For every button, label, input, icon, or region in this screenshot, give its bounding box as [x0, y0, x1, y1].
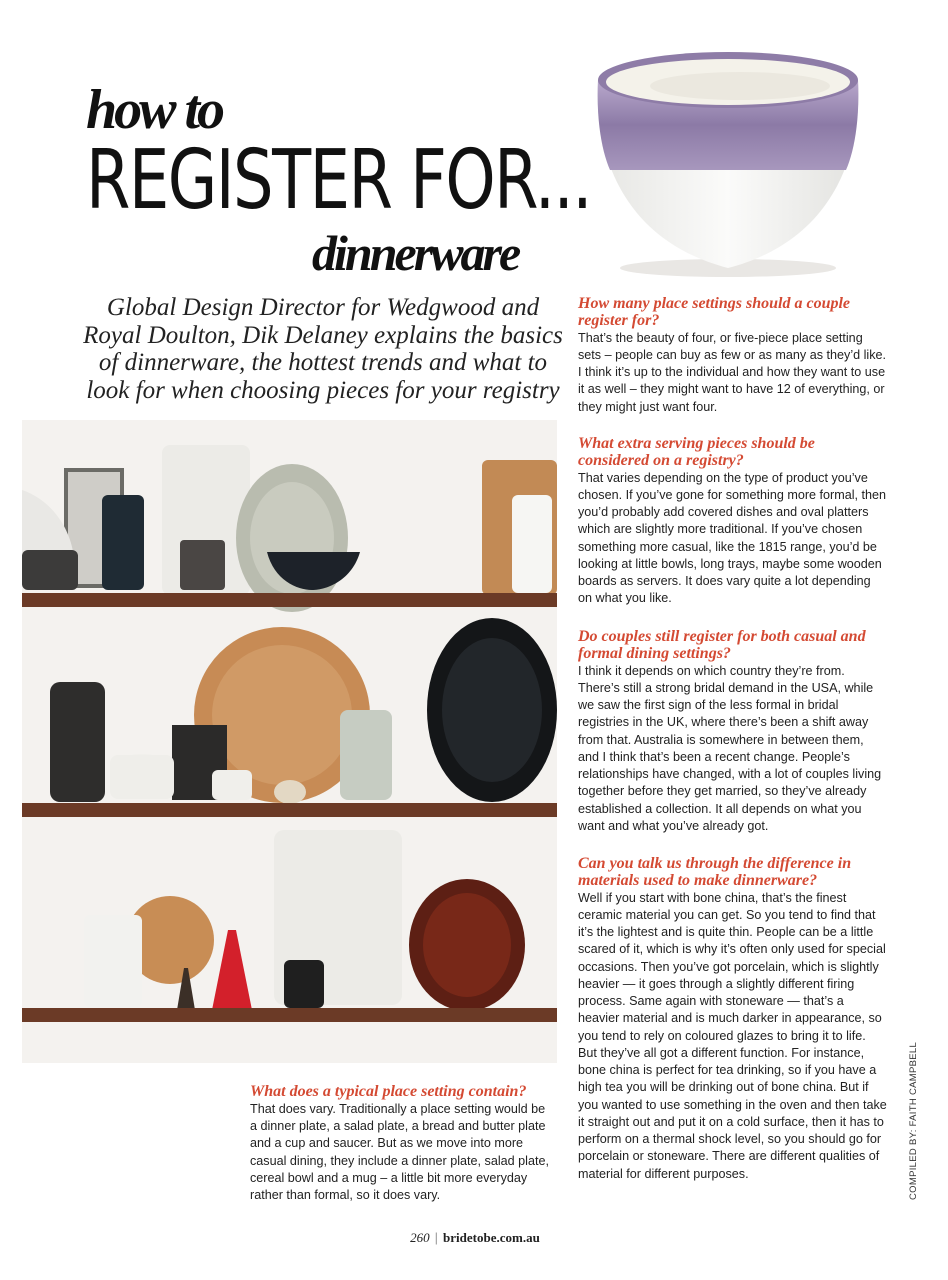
question: Do couples still register for both casual and formal dining settings?	[578, 628, 866, 662]
answer: I think it depends on which country they’re from. There’s still a strong bridal demand in the USA, while we saw the first sign of the less formal in bridal registries in the UK, where there’s been a shift away from that. Australia is somewhere in between them, and I think that’s been a recent change. People’s relationships have changed, with a lot of couples living together before they get married, so they’ve already established a collection. It all depends on what you want and what you’ve already got.	[578, 663, 882, 833]
answer: That does vary. Traditionally a place setting would be a dinner plate, a salad plate, a bread and butter plate and a cup and saucer. But as we move into more casual dining, they include a dinner plate, salad plate, cereal bowl and a mug – a little bit more everyday rather than formal, so it does vary.	[250, 1101, 549, 1203]
qa-typical-setting	[250, 1084, 550, 1204]
bowl-image	[580, 40, 870, 280]
question: What extra serving pieces should be considered on a registry?	[578, 435, 815, 469]
shelf-photo	[22, 420, 557, 1063]
title-how-to: how to	[86, 79, 223, 141]
qa-casual-formal	[578, 629, 888, 835]
website: bridetobe.com.au	[443, 1230, 540, 1245]
photo-credit: COMPILED BY: FAITH CAMPBELL	[908, 1041, 919, 1200]
folio-divider: |	[434, 1230, 439, 1245]
answer: That’s the beauty of four, or five-piece place setting sets – people can buy as few or as many as they’d like. I think it’s up to the individual and how they want to use it as well – they might want to have 12 of everything, or they might just want four.	[578, 330, 887, 414]
page-folio	[340, 1230, 610, 1246]
page-number: 260	[410, 1230, 430, 1245]
intro-standfirst: Global Design Director for Wedgwood and Royal Doulton, Dik Delaney explains the basics of dinnerware, the hottest trends and what to look for when choosing pieces for your registry	[83, 294, 563, 404]
question: How many place settings should a couple register for?	[578, 295, 851, 329]
qa-serving-pieces	[578, 436, 888, 608]
question: Can you talk us through the difference in materials used to make dinnerware?	[578, 855, 852, 889]
answer: Well if you start with bone china, that’s the finest ceramic material you can get. So you tend to find that it’s the lightest and is quite thin. People can be a little scared of it, which is why it’s often only used for special occasions. Then you’ve got porcelain, which is slightly heavier — it goes through a slightly different firing process. Same again with stoneware — that’s a heavier material and is much darker in appearance, so you tend to rely on coloured glazes to bring it to life. But they’ve all got a different function. For instance, bone china is perfect for tea drinking, so if you have a high tea you will be drinking out of bone china. But if you wanted to use something in the oven and then take it straight out and put it on a cold surface, then it has to perform on a thermal shock level, so you should go for porcelain or stoneware. There are different qualities of material for different purposes.	[578, 890, 887, 1181]
answer: That varies depending on the type of product you’ve chosen. If you’ve gone for something more formal, then you’d probably add covered dishes and oval platters which are slightly more traditional. If you’ve chosen something more casual, like the 1815 range, you’d be looking at little bowls, long trays, maybe some wooden boards as servers. It does vary quite a lot depending on what you like.	[578, 470, 887, 606]
question: What does a typical place setting contain?	[250, 1083, 527, 1100]
title-register-for: REGISTER FOR...	[86, 133, 592, 228]
title-dinnerware: dinnerware	[312, 225, 519, 281]
qa-place-settings	[578, 296, 888, 416]
qa-materials	[578, 856, 888, 1183]
